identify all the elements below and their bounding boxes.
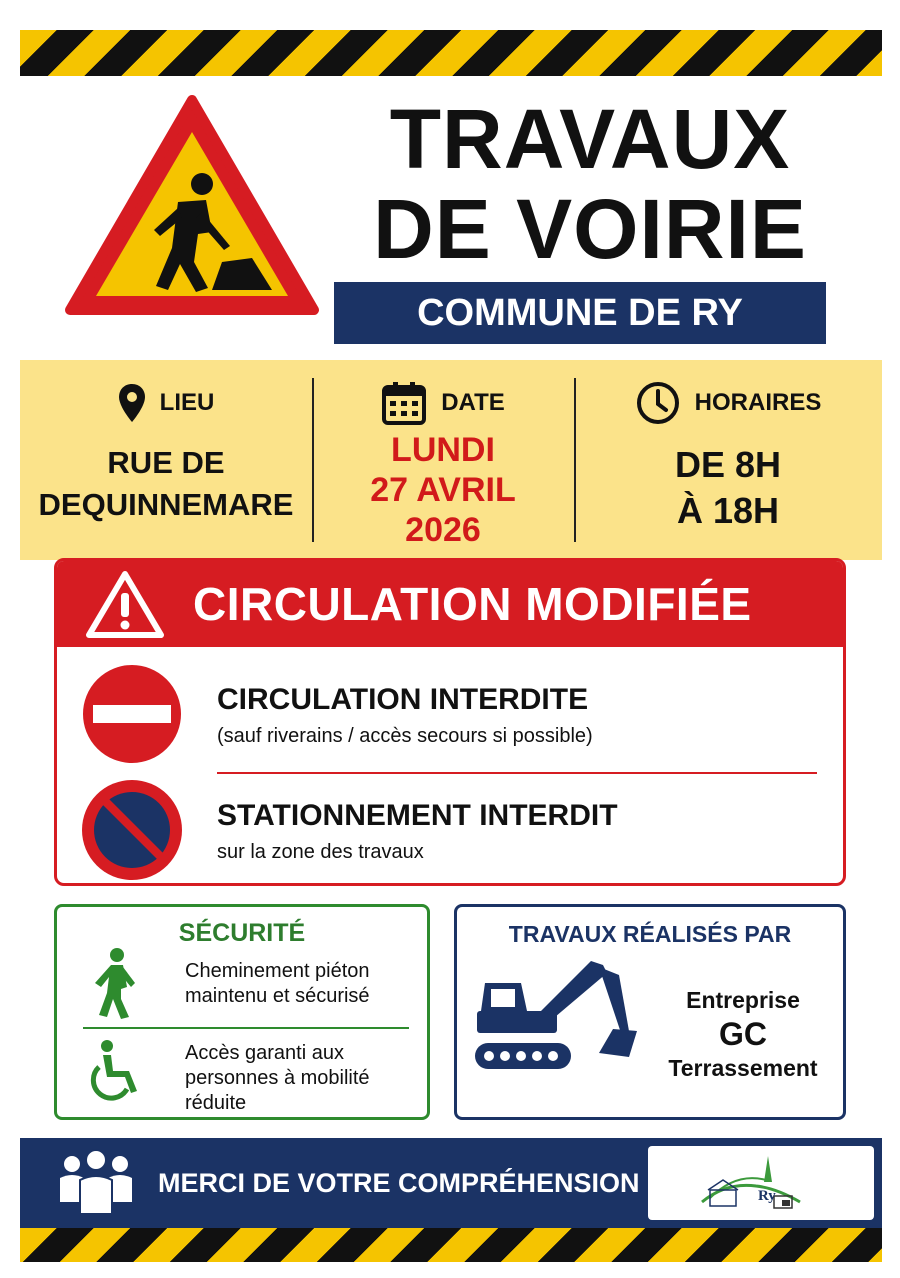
contractor-line-2: GC xyxy=(719,1016,767,1052)
date-label: DATE xyxy=(441,389,505,416)
lieu-line-2: DEQUINNEMARE xyxy=(38,487,294,522)
stationnement-interdit-subtitle: sur la zone des travaux xyxy=(217,841,424,863)
stationnement-interdit-title: STATIONNEMENT INTERDIT xyxy=(217,799,618,832)
pedestrian-icon xyxy=(91,947,141,1019)
date-value xyxy=(312,430,574,550)
acces-line-2: personnes à mobilité xyxy=(185,1067,370,1089)
excavator-icon xyxy=(471,953,641,1083)
title-line-1: TRAVAUX xyxy=(389,92,791,186)
horaires-label: HORAIRES xyxy=(694,389,822,416)
horaires-column xyxy=(574,360,882,560)
horaires-value xyxy=(574,442,882,534)
date-column xyxy=(312,360,574,560)
date-line-3: 2026 xyxy=(405,511,481,549)
info-band xyxy=(20,360,882,560)
securite-panel xyxy=(54,904,430,1120)
cheminement-text xyxy=(185,959,370,1009)
horaires-line-1: DE 8H xyxy=(674,444,782,485)
divider xyxy=(217,772,817,774)
clock-icon xyxy=(635,380,681,426)
acces-line-3: réduite xyxy=(185,1092,247,1114)
date-line-1: LUNDI xyxy=(391,431,495,469)
title-line-2: DE VOIRIE xyxy=(373,182,807,276)
lieu-line-1: RUE DE xyxy=(107,445,225,480)
acces-text xyxy=(185,1041,370,1116)
acces-line-1: Accès garanti aux xyxy=(185,1042,344,1064)
contractor-name xyxy=(653,985,833,1083)
lieu-label: LIEU xyxy=(159,389,215,416)
circulation-title: CIRCULATION MODIFIÉE xyxy=(193,578,752,630)
page-title xyxy=(330,94,850,274)
wheelchair-icon xyxy=(87,1039,149,1103)
contractor-line-3: Terrassement xyxy=(668,1055,818,1081)
cheminement-line-1: Cheminement piéton xyxy=(185,960,370,982)
hazard-stripe-bottom xyxy=(20,1228,882,1262)
roadworks-warning-icon xyxy=(62,92,322,320)
contractor-panel xyxy=(454,904,846,1120)
circulation-header xyxy=(57,561,843,647)
warning-icon xyxy=(85,569,165,639)
people-group-icon xyxy=(56,1146,136,1220)
hazard-stripe-top xyxy=(20,30,882,76)
logo-text: Ry xyxy=(758,1188,776,1204)
circulation-interdite-title: CIRCULATION INTERDITE xyxy=(217,683,589,716)
commune-banner: COMMUNE DE RY xyxy=(334,282,826,344)
no-parking-sign-icon xyxy=(79,777,185,883)
contractor-line-1: Entreprise xyxy=(686,987,800,1013)
lieu-value xyxy=(20,442,312,526)
circulation-interdite-subtitle: (sauf riverains / accès secours si possible) xyxy=(217,725,593,747)
date-line-2: 27 AVRIL xyxy=(370,471,516,509)
location-pin-icon xyxy=(118,383,146,423)
securite-title: SÉCURITÉ xyxy=(178,919,306,947)
contractor-title: TRAVAUX RÉALISÉS PAR xyxy=(508,921,792,947)
village-logo-icon xyxy=(696,1152,806,1214)
footer-banner xyxy=(20,1138,882,1228)
calendar-icon xyxy=(381,380,427,426)
circulation-panel xyxy=(54,558,846,886)
no-entry-sign-icon xyxy=(79,661,185,767)
thanks-message: MERCI DE VOTRE COMPRÉHENSION xyxy=(158,1168,640,1198)
cheminement-line-2: maintenu et sécurisé xyxy=(185,985,370,1007)
commune-logo xyxy=(648,1146,874,1220)
divider xyxy=(83,1027,409,1029)
horaires-line-2: À 18H xyxy=(676,490,780,531)
lieu-column xyxy=(20,360,312,560)
